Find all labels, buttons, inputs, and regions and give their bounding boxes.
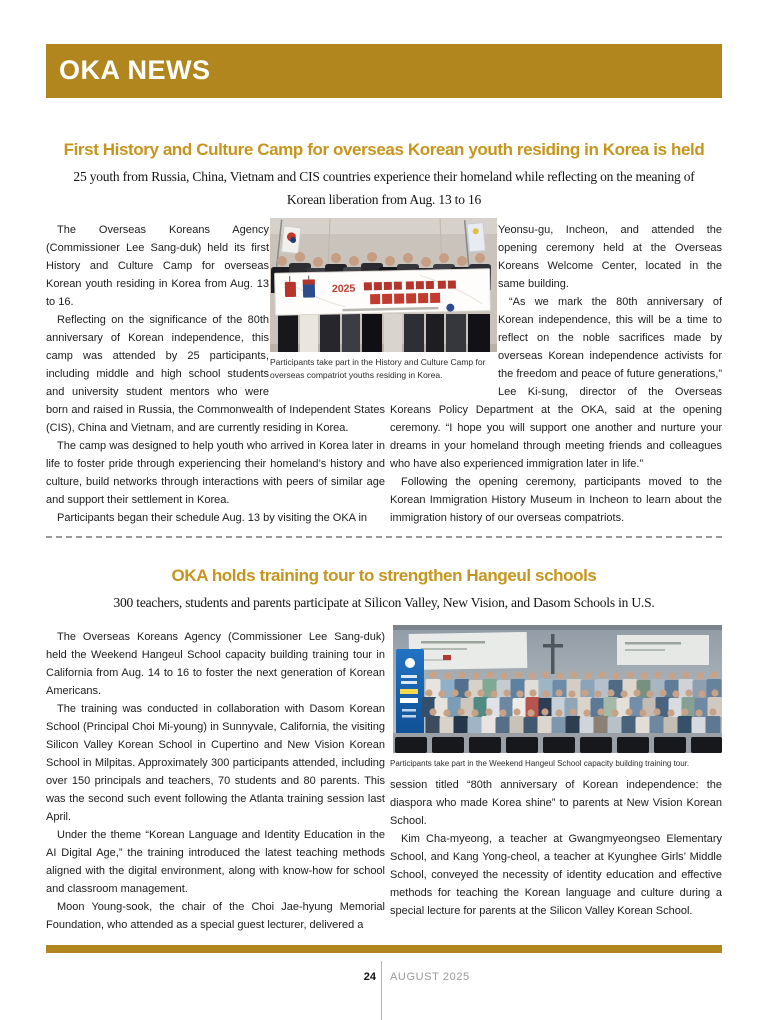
vertical-banner <box>396 649 424 741</box>
group-photo-1 <box>270 218 497 381</box>
photo-caption: Participants take part in the History and Culture Camp for overseas compatriot youths residing in Korea. <box>270 357 486 380</box>
article-paragraph: The camp was designed to help youth who arrived in Korea later in life to foster pride through experiencing their homeland’s history and culture, build networks through interactions with peers of similar age and support their settlement in Korea. <box>46 440 385 506</box>
auditorium-seats <box>393 733 722 753</box>
article-paragraph: session titled “80th anniversary of Korean independence: the diaspora who made Korea shine” to parents at New Vision Korean School. <box>390 779 722 827</box>
header-bar <box>46 44 722 98</box>
page-number: 24 <box>363 971 376 983</box>
article-paragraph: The Overseas Koreans Agency (Commissioner Lee Sang-duk) held its first History and Culture Camp for overseas Korean youth residing in Korea from Aug. 13 to 16. <box>46 224 269 308</box>
article2-left-column <box>46 622 385 934</box>
article1-headline: First History and Culture Camp for overseas Korean youth residing in Korea is held <box>63 140 705 159</box>
article1-subtitle-line1: 25 youth from Russia, China, Vietnam and CIS countries experience their homeland while reflecting on the meaning of <box>73 169 695 184</box>
article-paragraph: Reflecting on the significance of the 80th anniversary of Korean independence, this camp was attended by 25 participants, including middle and high school students and university student mentors who were born and raised in Russia, the Commonwealth of Independent States (CIS), China and Vietnam, and are currently residing in Korea. <box>46 314 385 434</box>
photo-caption: Participants take part in the Weekend Hangeul School capacity building training tour. <box>390 759 690 768</box>
article2-right-column <box>390 622 722 920</box>
dashed-divider <box>46 536 722 538</box>
footer-bar <box>46 945 722 953</box>
article-paragraph: Yeonsu-gu, Incheon, and attended the opening ceremony held at the Overseas Koreans Welcome Center, located in the same building. <box>498 224 722 290</box>
article-paragraph: The training was conducted in collaboration with Dasom Korean School (Principal Choi Mi-young) in Sunnyvale, California, the visiting Silicon Valley Korean School in Cupertino and New Vision Korean School in Milpitas. Approximately 300 participants attended, including over 150 principals and teachers, 70 students and 80 parents. This was the second such event following the Atlanta training session last April. <box>46 703 385 823</box>
hangeul-school-photo <box>393 625 722 753</box>
article2-headline: OKA holds training tour to strengthen Hangeul schools <box>171 566 597 585</box>
group-photo-2 <box>390 625 722 770</box>
article2-subtitle-line1: 300 teachers, students and parents participate at Silicon Valley, New Vision, and Dasom Schools in U.S. <box>113 595 655 610</box>
banner-year-text: 2025 <box>331 282 356 296</box>
article1-subtitle <box>46 165 722 211</box>
footer-divider-line <box>381 961 382 1020</box>
projection-screen-left <box>409 632 528 670</box>
article-paragraph: Following the opening ceremony, participants moved to the Korean Immigration History Museum in Incheon to learn about the immigration history of our overseas compatriots. <box>390 476 722 524</box>
crowd-front <box>278 314 490 352</box>
history-camp-photo <box>270 218 497 352</box>
event-banner <box>275 269 491 315</box>
projection-screen-right <box>617 635 709 665</box>
article-paragraph: Under the theme “Korean Language and Identity Education in the AI Digital Age,” the training introduced the latest teaching methods aligned with the digital environment, along with know-how for school and classroom management. <box>46 829 385 895</box>
issue-label: AUGUST 2025 <box>390 971 470 983</box>
article2-subtitle <box>46 591 722 614</box>
article1-subtitle-line2: Korean liberation from Aug. 13 to 16 <box>286 192 482 207</box>
exit-sign <box>443 655 451 660</box>
article-paragraph: Participants began their schedule Aug. 13 by visiting the OKA in <box>57 512 368 524</box>
article-paragraph: “As we mark the 80th anniversary of Korean independence, this will be a time to reflect on the noble sacrifices made by overseas Korean independence activists for the freedom and peace of future generations,” Lee Ki-sung, director of the Overseas Koreans Policy Department at the OKA, said at the opening ceremony. “I hope you will support one another and nurture your dreams in your homeland through meeting friends and colleagues who have also experienced immigration later in life.” <box>390 296 722 470</box>
article-paragraph: The Overseas Koreans Agency (Commissioner Lee Sang-duk) held the Weekend Hangeul School capacity building training tour in California from Aug. 14 to 16 to foster the next generation of Korean Americans. <box>46 631 385 697</box>
page-title: OKA NEWS <box>59 55 211 85</box>
article-paragraph: Kim Cha-myeong, a teacher at Gwangmyeongseo Elementary School, and Kang Yong-cheol, a teacher at Kyunghee Girls’ Middle School, conveyed the necessity of identity education and effective methods for teaching the Korean language and culture during a special lecture for parents at the Silicon Valley Korean School. <box>390 833 722 917</box>
article-paragraph: Moon Young-sook, the chair of the Choi Jae-hyung Memorial Foundation, who attended as a special guest lecturer, delivered a <box>46 901 385 931</box>
